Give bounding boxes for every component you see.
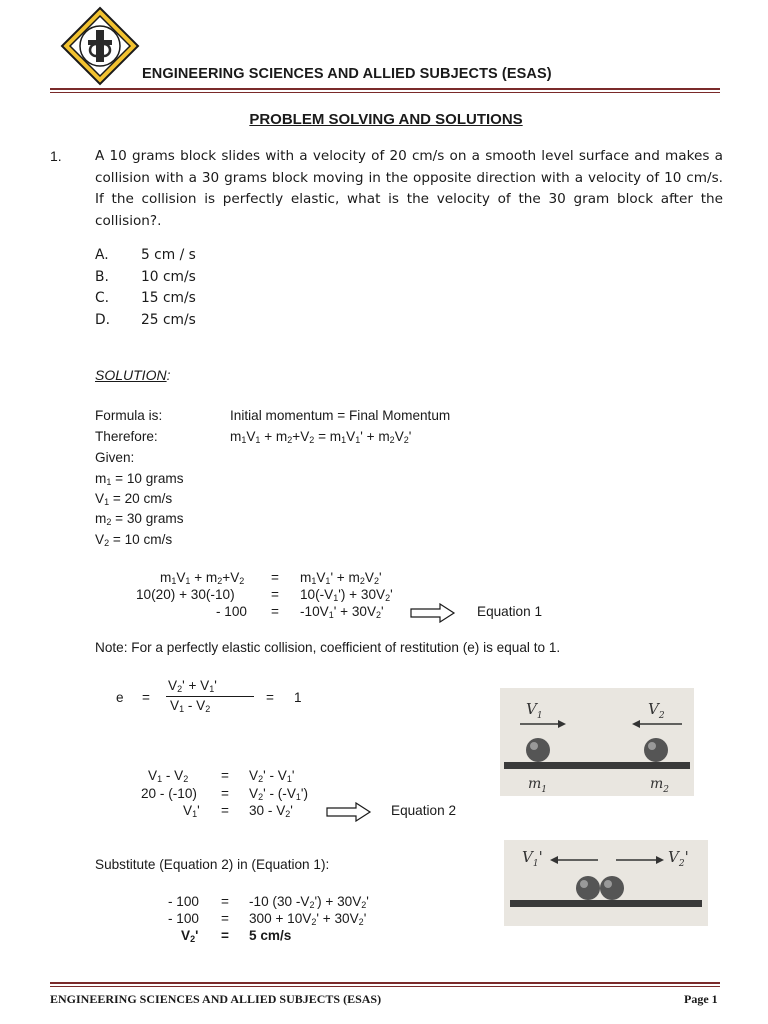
given-m1: $m_1 = 10$ grams — [95, 471, 184, 487]
eq2-row2-left: 20 - (-10) — [141, 786, 197, 801]
choice-letter: A. — [95, 247, 109, 263]
final-row3-left: $V_2'$ — [181, 928, 199, 944]
footer-rule — [50, 982, 720, 984]
final-row1-left: - 100 — [168, 894, 199, 909]
ball-m2 — [644, 738, 668, 762]
e-symbol: e — [116, 690, 124, 705]
eq2-row1-left: $V_1 - V_2$ — [148, 768, 189, 784]
choice-b — [95, 269, 196, 285]
solution-heading: SOLUTION: — [95, 367, 171, 383]
equation2-label: Equation 2 — [391, 803, 457, 818]
page-title: PROBLEM SOLVING AND SOLUTIONS — [249, 111, 523, 128]
eq2-row2-right: $V_2' - (-V_1')$ — [249, 786, 309, 802]
eq-row1-left: $m_1V_1 + m_2+V_2$ — [160, 570, 245, 586]
given-v1: $V_1 = 20$ cm/s — [95, 491, 173, 507]
header-title: ENGINEERING SCIENCES AND ALLIED SUBJECTS (ESAS) — [142, 66, 552, 82]
choice-a — [95, 247, 196, 263]
choice-d — [95, 312, 196, 328]
header-rule-thin — [50, 92, 720, 93]
eq-row3-right: $-10V_1' + 30V_2'$ — [300, 604, 384, 620]
ball-m1 — [526, 738, 550, 762]
choice-c — [95, 290, 196, 306]
e-numerator: $V_2' + V_1'$ — [168, 678, 217, 694]
eq-row1-sign: = — [271, 570, 279, 585]
choice-value: 10 cm/s — [141, 269, 196, 285]
fig1-m2-label: $m_2$ — [650, 776, 670, 795]
choice-value: 25 cm/s — [141, 312, 196, 328]
final-row2-left: - 100 — [168, 911, 199, 926]
e-eq-sign: = — [142, 690, 150, 705]
ball-m1-after — [576, 876, 600, 900]
eq-row1-right: $m_1V_1' + m_2V_2'$ — [300, 570, 382, 586]
eq-row2-sign: = — [271, 587, 279, 602]
choice-value: 5 cm / s — [141, 247, 196, 263]
eq-row3-left: - 100 — [216, 604, 247, 619]
eq-row2-right: $10(-V_1') + 30V_2'$ — [300, 587, 393, 603]
esas-logo — [60, 6, 140, 86]
header-rule — [50, 88, 720, 90]
eq-row2-left: 10(20) + 30(-10) — [136, 587, 235, 602]
eq2-row1-sign: = — [221, 768, 229, 783]
fraction-bar — [166, 696, 254, 697]
eq2-row3-left: $V_1'$ — [183, 803, 200, 819]
choice-letter: D. — [95, 312, 111, 328]
fig1-v1-label: $V_1$ — [526, 700, 543, 721]
collision-figure-after — [504, 840, 708, 926]
page-number: Page 1 — [684, 992, 718, 1006]
eq2-row3-sign: = — [221, 803, 229, 818]
e-eq-sign2: = — [266, 690, 274, 705]
collision-figure-before — [500, 688, 694, 796]
final-row2-sign: = — [221, 911, 229, 926]
given-v2: $V_2 = 10$ cm/s — [95, 532, 173, 548]
e-denominator: $V_1 - V_2$ — [170, 698, 211, 714]
footer-rule-thin — [50, 986, 720, 987]
final-row1-right: -10 (30 $-V_2') + 30V_2'$ — [249, 894, 369, 910]
given-label: Given: — [95, 450, 135, 465]
question-text: A 10 grams block slides with a velocity of 20 cm/s on a smooth level surface and makes a collision with a 30 grams block moving in the opposite direction with a velocity of 10 cm/s. If the collision is perfectly elastic, what is the velocity of the 30 gram block after the collision?. — [95, 148, 723, 229]
final-row1-sign: = — [221, 894, 229, 909]
momentum-equation: $m_1V_1 + m_2+V_2 = m_1V_1' + m_2V_2'$ — [230, 429, 412, 445]
therefore-label: Therefore: — [95, 429, 158, 444]
eq2-row3-right: $30 - V_2'$ — [249, 803, 293, 819]
formula-value: Initial momentum = Final Momentum — [230, 408, 451, 423]
equation1-label: Equation 1 — [477, 604, 543, 619]
formula-label: Formula is: — [95, 408, 163, 423]
choice-value: 15 cm/s — [141, 290, 196, 306]
solution-heading-text: SOLUTION — [95, 367, 167, 383]
footer-title: ENGINEERING SCIENCES AND ALLIED SUBJECTS (ESAS) — [50, 992, 382, 1006]
fig2-v1p-label: $V_1'$ — [522, 848, 543, 869]
arrow-right-icon — [326, 802, 372, 822]
substitute-text: Substitute (Equation 2) in (Equation 1): — [95, 857, 330, 872]
eq2-row2-sign: = — [221, 786, 229, 801]
eq-row3-sign: = — [271, 604, 279, 619]
arrow-right-icon — [410, 603, 456, 623]
choice-letter: C. — [95, 290, 110, 306]
fig2-v2p-label: $V_2'$ — [668, 848, 689, 869]
e-value: 1 — [294, 690, 302, 705]
ball-m2-after — [600, 876, 624, 900]
given-m2: $m_2 = 30$ grams — [95, 511, 184, 527]
choice-letter: B. — [95, 269, 109, 285]
final-row3-sign: = — [221, 928, 229, 943]
fig1-m1-label: $m_1$ — [528, 776, 548, 795]
eq2-row1-right: $V_2' - V_1'$ — [249, 768, 295, 784]
final-row2-right: $300 + 10V_2' + 30V_2'$ — [249, 911, 367, 927]
note-text: Note: For a perfectly elastic collision, coefficient of restitution (e) is equal to 1. — [95, 640, 561, 655]
question-number: 1. — [50, 148, 62, 164]
final-answer: 5 cm/s — [249, 928, 292, 943]
fig1-v2-label: $V_2$ — [648, 700, 665, 721]
